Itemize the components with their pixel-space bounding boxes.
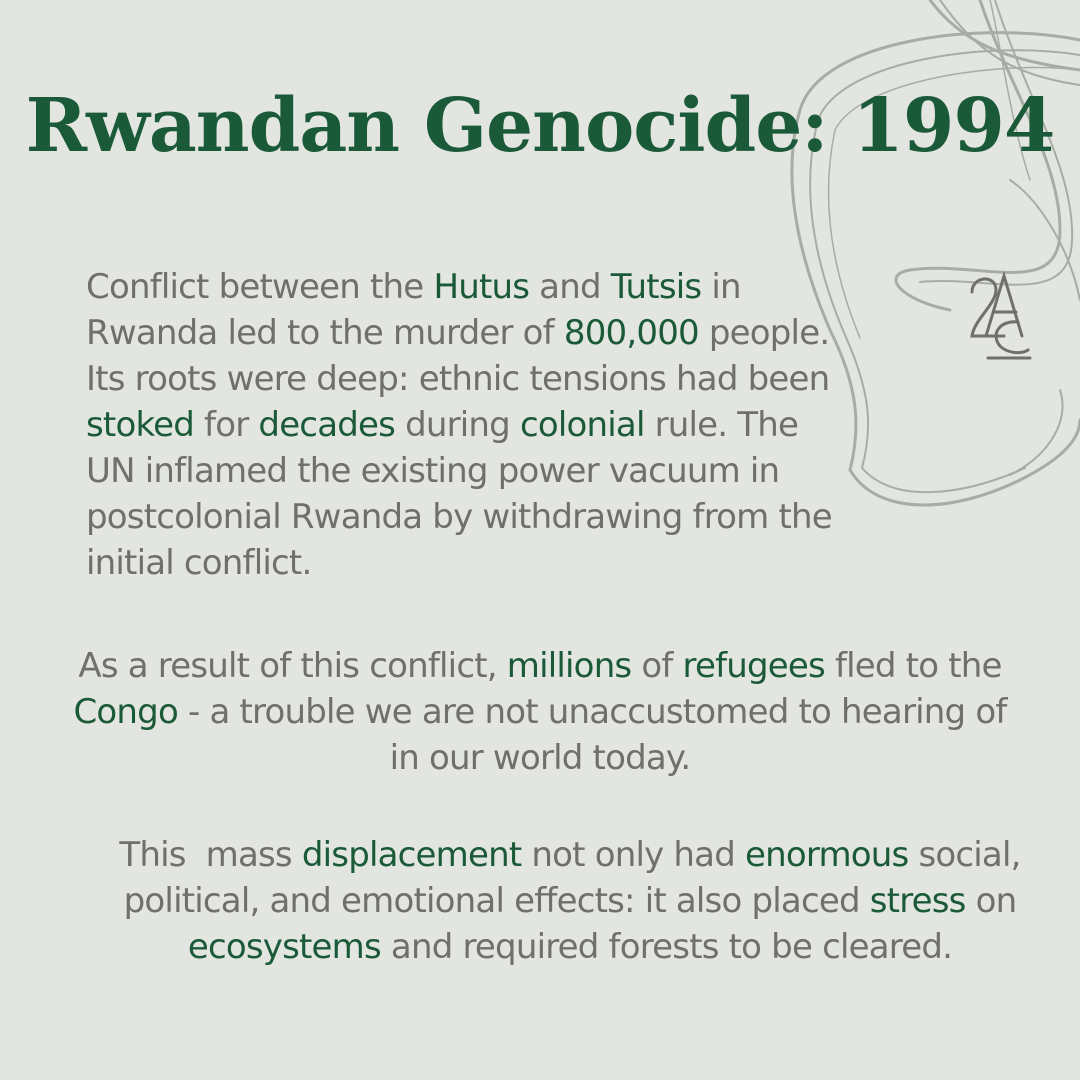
text-segment: and [529, 267, 611, 307]
highlight-decades: decades [258, 405, 396, 445]
text-segment: people. Its roots were deep: ethnic tensions had been [86, 313, 830, 399]
text-segment: social, political, and emotional effects: it also placed [123, 835, 1021, 921]
paragraph-refugees [60, 643, 1020, 781]
monogram-logo [960, 262, 1040, 372]
text-segment: - a trouble we are not unaccustomed to hearing of in our world today. [177, 692, 1007, 778]
highlight-enormous: enormous [745, 835, 909, 875]
paragraph-conflict-overview [86, 264, 846, 586]
text-segment: not only had [521, 835, 746, 875]
highlight-hutus: Hutus [433, 267, 530, 307]
highlight-death-toll: 800,000 [563, 313, 699, 353]
swirl-line-1 [930, 0, 1080, 70]
text-segment: Conflict between the [86, 267, 434, 307]
text-segment: This mass [119, 835, 302, 875]
highlight-millions: millions [506, 646, 632, 686]
text-segment: rule. The UN inflamed the existing power vacuum in postcolonial Rwanda by withdrawing from the initial conflict. [86, 405, 832, 583]
highlight-displacement: displacement [301, 835, 522, 875]
highlight-stoked: stoked [86, 405, 195, 445]
highlight-congo: Congo [73, 692, 178, 732]
text-segment: As a result of this conflict, [78, 646, 507, 686]
paragraph-displacement-effects [90, 832, 1050, 970]
swirl-line-9 [1010, 390, 1063, 475]
text-segment: and required forests to be cleared. [380, 927, 953, 967]
text-segment: for [194, 405, 259, 445]
text-segment: fled to the [824, 646, 1002, 686]
text-segment: during [395, 405, 520, 445]
text-segment: in Rwanda led to the murder of [86, 267, 741, 353]
highlight-refugees: refugees [682, 646, 825, 686]
highlight-tutsis: Tutsis [610, 267, 702, 307]
page-title: Rwandan Genocide: 1994 [25, 83, 1055, 169]
highlight-colonial: colonial [519, 405, 645, 445]
text-segment: on [965, 881, 1017, 921]
text-segment: of [631, 646, 683, 686]
highlight-ecosystems: ecosystems [187, 927, 381, 967]
highlight-stress: stress [869, 881, 966, 921]
swirl-line-2 [940, 0, 1080, 85]
